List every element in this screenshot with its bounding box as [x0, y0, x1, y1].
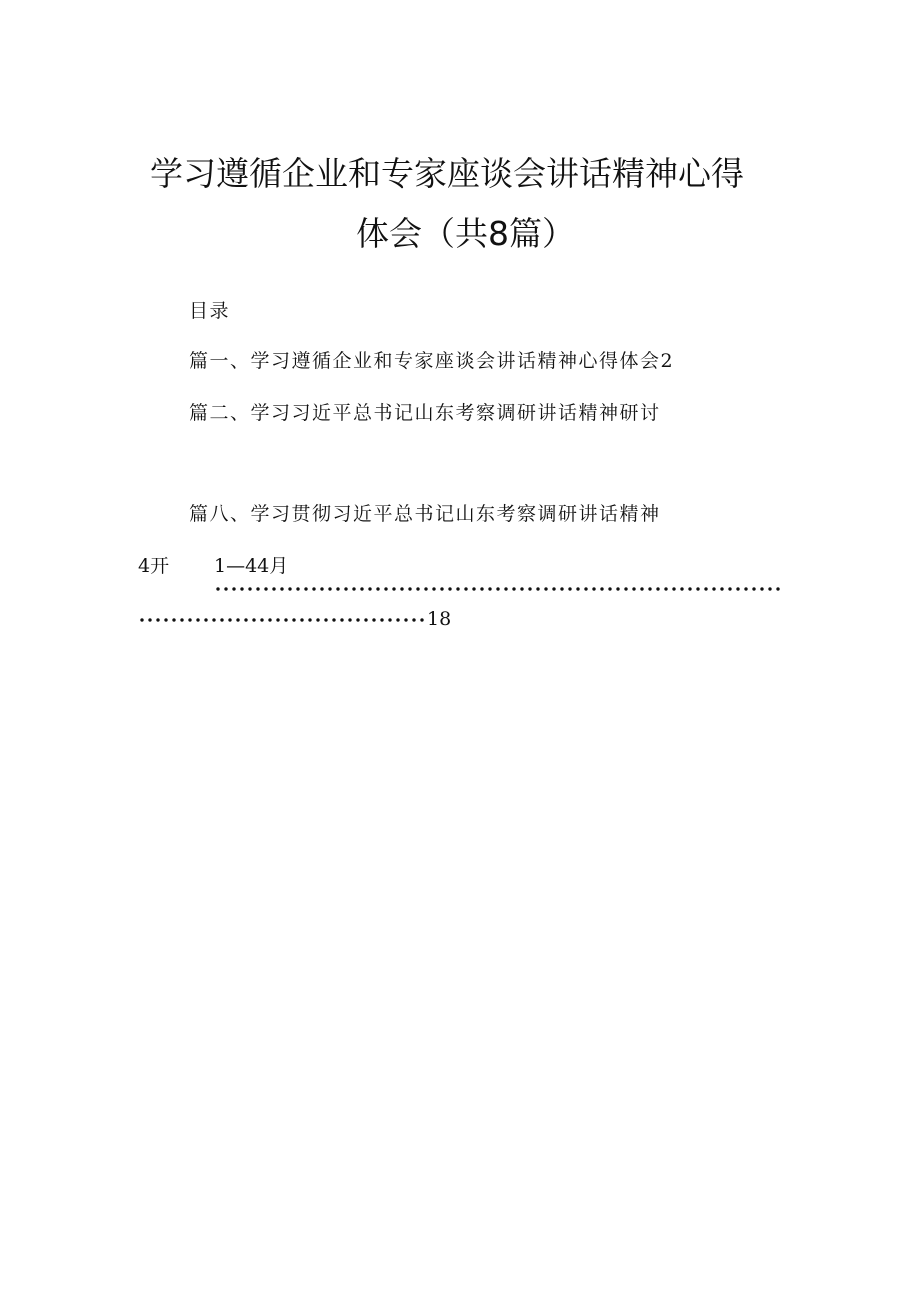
toc-entry-8: 篇八、学习贯彻习近平总书记山东考察调研讲话精神 [189, 503, 661, 525]
toc-page-number: 18 [427, 608, 452, 630]
toc-heading: 目录 [189, 300, 231, 322]
toc-entry-1: 篇一、学习遵循企业和专家座谈会讲话精神心得体会2 [189, 350, 675, 372]
toc-date-fragment-right: 1—44月 [214, 555, 289, 577]
document-title-line1: 学习遵循企业和专家座谈会讲话精神心得 [150, 154, 744, 193]
toc-dot-leader-line1 [214, 586, 780, 592]
document-title-line2: 体会（共8篇） [356, 214, 575, 253]
toc-dot-leader-line2 [138, 617, 426, 623]
toc-entry-2: 篇二、学习习近平总书记山东考察调研讲话精神研讨 [189, 402, 661, 424]
toc-date-fragment-left: 4开 [138, 555, 170, 577]
